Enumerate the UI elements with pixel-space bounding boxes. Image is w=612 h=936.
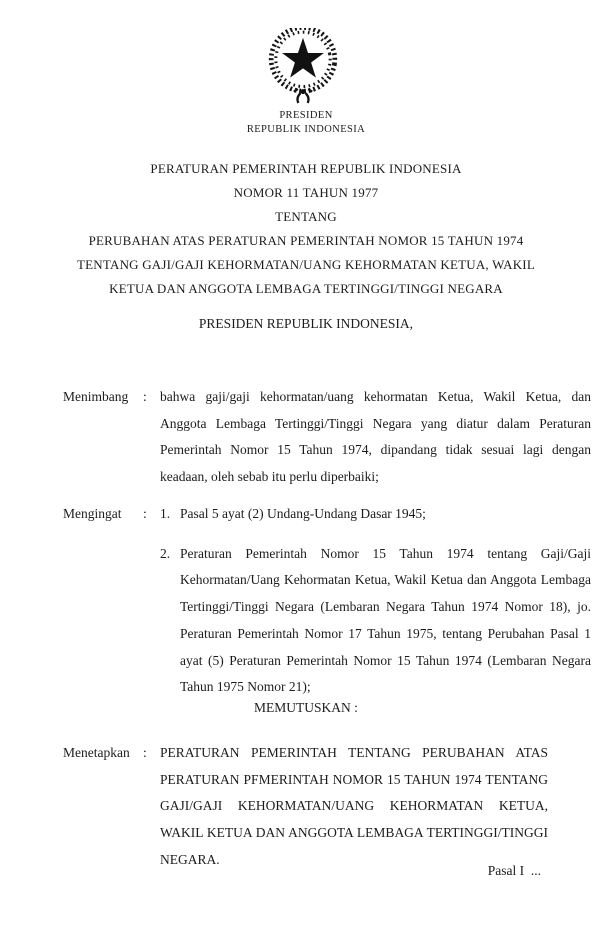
- salutation: PRESIDEN REPUBLIK INDONESIA,: [198, 316, 414, 331]
- title-line: PERUBAHAN ATAS PERATURAN PEMERINTAH NOMOR 15 TAHUN 1974: [88, 232, 524, 248]
- mengingat-label: Mengingat: [63, 506, 122, 521]
- menetapkan-colon: :: [143, 745, 147, 760]
- list-item-number: 2.: [160, 545, 171, 561]
- menetapkan-body: PERATURAN PEMERINTAH TENTANG PERUBAHAN ATAS PERATURAN PFMERINTAH NOMOR 15 TAHUN 1974 TENTANG GAJI/GAJI KEHORMATAN/UANG KEHORMATAN KETUA, WAKIL KETUA DAN ANGGOTA LEMBAGA TERTINGGI/TINGGI NEGARA.: [160, 745, 548, 867]
- section-mengingat: [63, 501, 591, 701]
- presidential-seal-icon: [264, 28, 342, 105]
- title-line: PERATURAN PEMERINTAH REPUBLIK INDONESIA: [150, 161, 462, 176]
- list-item: [160, 501, 591, 528]
- title-line: KETUA DAN ANGGOTA LEMBAGA TERTINGGI/TINGGI NEGARA: [109, 280, 503, 296]
- title-line: NOMOR 11 TAHUN 1977: [233, 184, 379, 200]
- list-item-number: 1.: [160, 506, 171, 521]
- menetapkan-label: Menetapkan: [63, 745, 130, 760]
- letterhead-line-presiden: PRESIDEN: [279, 110, 333, 121]
- section-menetapkan: [63, 740, 548, 874]
- memutuskan-heading: MEMUTUSKAN :: [254, 700, 358, 715]
- menimbang-label: Menimbang: [63, 389, 129, 404]
- list-item-text: Pasal 5 ayat (2) Undang-Undang Dasar 1945;: [180, 506, 426, 521]
- title-line: TENTANG: [275, 208, 337, 224]
- letterhead: [0, 109, 612, 136]
- catchword-pasal-1: Pasal I ...: [487, 863, 541, 878]
- menimbang-colon: :: [143, 389, 147, 404]
- title-line: TENTANG GAJI/GAJI KEHORMATAN/UANG KEHORMATAN KETUA, WAKIL: [77, 256, 535, 272]
- menimbang-body: bahwa gaji/gaji kehormatan/uang kehormatan Ketua, Wakil Ketua, dan Anggota Lembaga Tertinggi/Tinggi Negara yang diatur dalam Peraturan Pemerintah Nomor 15 Tahun 1974, dipandang tidak sesuai lagi dengan keadaan, oleh sebab itu perlu diperbaiki;: [160, 389, 591, 485]
- list-item: [160, 541, 591, 701]
- mengingat-colon: :: [143, 506, 147, 521]
- regulation-title: [0, 157, 612, 300]
- letterhead-line-republik: REPUBLIK INDONESIA: [246, 123, 366, 135]
- section-menimbang: [63, 384, 591, 491]
- mengingat-items: [160, 501, 591, 701]
- list-item-text: Peraturan Pemerintah Nomor 15 Tahun 1974 tentang Gaji/Gaji Kehormatan/Uang Kehormatan Ketua, Wakil Ketua dan Anggota Lembaga Tertinggi/Tinggi Negara (Lembaran Negara Tahun 1974 Nomor 18), jo. Peraturan Pemerintah Nomor 17 Tahun 1975, tentang Perubahan Pasal 1 ayat (5) Peraturan Pemerintah Nomor 15 Tahun 1974 (Lembaran Negara Tahun 1975 Nomor 21);: [180, 545, 591, 695]
